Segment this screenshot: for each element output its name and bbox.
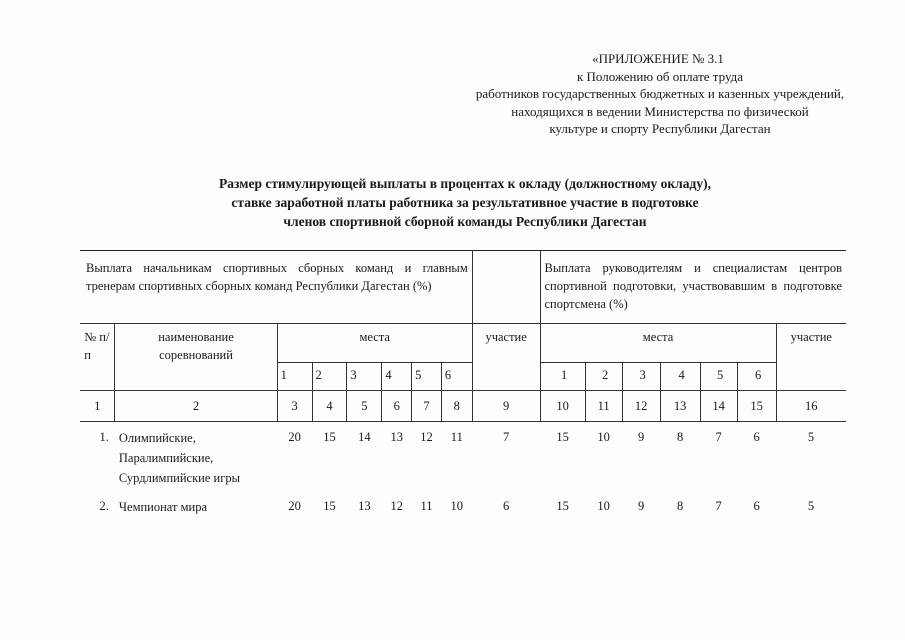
value-cell: 9 — [637, 430, 645, 444]
value-cell: 7 — [503, 430, 510, 444]
place-right-5: 5 — [700, 363, 737, 391]
value-cell: 6 — [753, 430, 760, 444]
value-cell: 7 — [715, 430, 722, 444]
value-cell: 20 — [288, 430, 301, 444]
column-number: 16 — [776, 391, 846, 422]
group-header-right: Выплата руководителям и специалистам центров спортивной подготовки, участвовавшим в подготовке спортсмена (%) — [540, 251, 846, 324]
row-number: 2. — [99, 499, 109, 513]
value-cell: 14 — [358, 430, 371, 444]
col-name-label: наименование соревнований — [158, 330, 234, 362]
place-right-1: 1 — [540, 363, 585, 391]
participation-header-right: участие — [776, 324, 846, 391]
table-row — [80, 488, 846, 517]
group-header-left: Выплата начальникам спортивных сборных команд и главным тренерам спортивных сборных команд Республики Дагестан (%) — [80, 251, 472, 324]
appendix-line: к Положению об оплате труда — [576, 68, 744, 84]
column-number-row — [80, 391, 846, 422]
appendix-header — [380, 50, 905, 138]
title-line: ставке заработной платы работника за результативное участие в подготовке — [231, 195, 699, 210]
value-cell: 12 — [420, 430, 433, 444]
participation-header-left: участие — [472, 324, 540, 391]
value-cell: 15 — [323, 499, 336, 513]
col-number-label: № п/п — [84, 330, 110, 362]
value-cell: 6 — [503, 499, 510, 513]
column-number: 9 — [472, 391, 540, 422]
payment-table — [80, 250, 846, 517]
value-cell: 8 — [677, 499, 684, 513]
appendix-line: находящихся в ведении Министерства по физической — [511, 103, 809, 119]
place-right-6: 6 — [737, 363, 776, 391]
column-number: 4 — [312, 391, 347, 422]
value-cell: 10 — [597, 430, 610, 444]
value-cell: 10 — [597, 499, 610, 513]
value-cell: 13 — [390, 430, 403, 444]
value-cell: 7 — [715, 499, 722, 513]
value-cell: 10 — [450, 499, 464, 513]
value-cell: 9 — [637, 499, 645, 513]
competition-name: Чемпионат мира — [118, 500, 208, 514]
appendix-line: работников государственных бюджетных и казенных учреждений, — [475, 86, 845, 101]
column-number: 12 — [622, 391, 660, 422]
group-header-left-tail — [472, 251, 540, 324]
place-left-3: 3 — [347, 363, 382, 391]
place-left-6: 6 — [441, 363, 472, 391]
value-cell: 11 — [450, 430, 463, 444]
value-cell: 15 — [323, 430, 336, 444]
column-number: 11 — [585, 391, 622, 422]
value-cell: 20 — [288, 499, 301, 513]
value-cell: 6 — [753, 499, 760, 513]
title-line: членов спортивной сборной команды Республики Дагестан — [283, 214, 647, 229]
table-row — [80, 422, 846, 489]
place-left-1: 1 — [277, 363, 312, 391]
col-number-header — [80, 324, 115, 391]
value-cell: 13 — [358, 499, 371, 513]
place-left-4: 4 — [382, 363, 412, 391]
places-header-right: места — [540, 324, 776, 363]
places-header-left: места — [277, 324, 472, 363]
column-number: 14 — [700, 391, 737, 422]
column-number: 8 — [441, 391, 472, 422]
appendix-line: «ПРИЛОЖЕНИЕ № 3.1 — [592, 51, 724, 66]
column-number: 3 — [277, 391, 312, 422]
value-cell: 5 — [807, 499, 815, 513]
place-right-4: 4 — [660, 363, 700, 391]
column-number: 15 — [737, 391, 776, 422]
value-cell: 5 — [807, 430, 815, 444]
row-number: 1. — [99, 430, 109, 444]
column-number: 10 — [540, 391, 585, 422]
value-cell: 15 — [556, 430, 569, 444]
title-line: Размер стимулирующей выплаты в процентах к окладу (должностному окладу), — [219, 176, 711, 191]
appendix-line: культуре и спорту Республики Дагестан — [549, 121, 771, 136]
document-title — [140, 174, 790, 231]
column-number: 1 — [80, 391, 115, 422]
place-right-2: 2 — [585, 363, 622, 391]
value-cell: 15 — [556, 499, 569, 513]
col-name-header — [115, 324, 277, 391]
value-cell: 12 — [390, 499, 403, 513]
column-number: 2 — [115, 391, 277, 422]
place-left-2: 2 — [312, 363, 347, 391]
column-number: 5 — [347, 391, 382, 422]
place-left-5: 5 — [412, 363, 442, 391]
place-right-3: 3 — [622, 363, 660, 391]
value-cell: 11 — [420, 499, 433, 513]
column-number: 7 — [412, 391, 442, 422]
column-number: 13 — [660, 391, 700, 422]
column-number: 6 — [382, 391, 412, 422]
value-cell: 8 — [677, 430, 684, 444]
competition-name: Олимпийские, Паралимпийские, Сурдлимпийские игры — [118, 431, 240, 485]
